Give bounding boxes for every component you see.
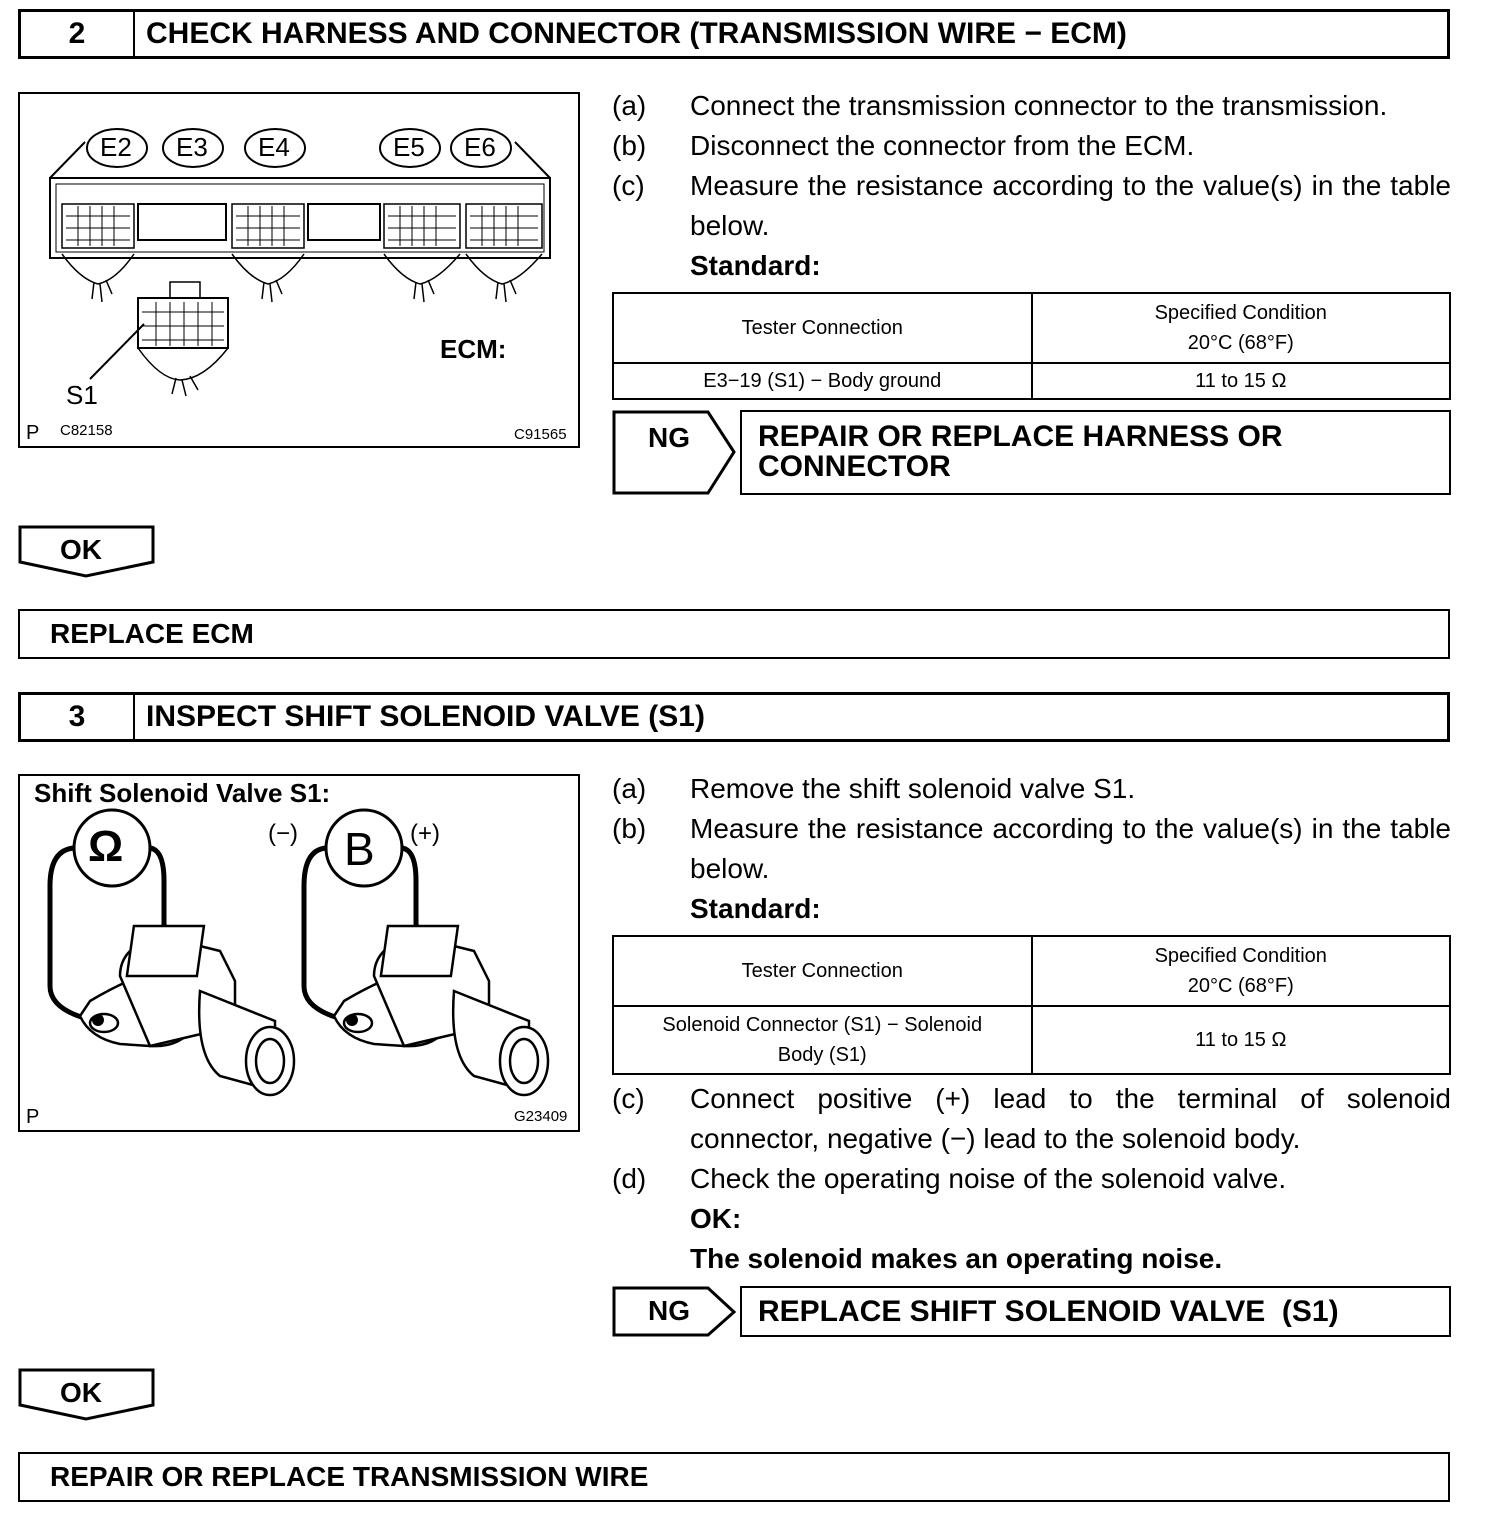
step3-ng-label: NG [648, 1295, 690, 1326]
step3-ok-result: REPAIR OR REPLACE TRANSMISSION WIRE [18, 1452, 1450, 1502]
step2-ng-result: REPAIR OR REPLACE HARNESS OR CONNECTOR [740, 410, 1451, 495]
connector-label-e4: E4 [258, 132, 290, 162]
step2-number: 2 [21, 12, 135, 56]
standard-label: Standard: [690, 893, 821, 924]
step3-spec-table [612, 935, 1451, 1075]
minus-lead-label: (−) [268, 820, 298, 847]
step3-ok-label: OK [60, 1377, 102, 1408]
step3-title: INSPECT SHIFT SOLENOID VALVE (S1) [146, 700, 705, 733]
connector-label-e6: E6 [464, 132, 496, 162]
figure-corner-p: P [26, 422, 40, 444]
instruction-item [612, 166, 1451, 246]
instruction-label: (b) [612, 130, 647, 161]
connector-label-e3: E3 [176, 132, 208, 162]
ecm-connector-figure [18, 92, 580, 448]
instruction-label: (b) [612, 813, 647, 844]
table-cell-connection [613, 1006, 1032, 1074]
step3-instructions-top [612, 769, 1451, 929]
table-cell-value: 11 to 15 Ω [1032, 1006, 1451, 1074]
step2-title: CHECK HARNESS AND CONNECTOR (TRANSMISSION WIRE − ECM) [146, 17, 1127, 50]
battery-icon: B [344, 823, 375, 875]
step2-ok-label: OK [60, 534, 102, 565]
instruction-text: Check the operating noise of the solenoid valve. [690, 1163, 1287, 1194]
instruction-label: (c) [612, 170, 645, 201]
instruction-text: Disconnect the connector from the ECM. [690, 130, 1195, 161]
table-cell-value: 11 to 15 Ω [1032, 363, 1451, 399]
connection-line2: Body (S1) [777, 1044, 867, 1066]
instruction-label: (a) [612, 773, 647, 804]
table-header-condition [1032, 293, 1451, 363]
solenoid-figure-title: Shift Solenoid Valve S1: [34, 778, 331, 808]
table-header-tester: Tester Connection [613, 293, 1032, 363]
step2-spec-table [612, 292, 1451, 400]
ecm-label: ECM: [440, 334, 507, 364]
instruction-text: Measure the resistance according to the value(s) in the table below. [690, 170, 1451, 241]
instruction-item [612, 1079, 1451, 1159]
instruction-item [612, 809, 1451, 889]
step3-ng-result: REPLACE SHIFT SOLENOID VALVE (S1) [740, 1286, 1451, 1337]
condition-header-line1: Specified Condition [1154, 302, 1327, 324]
plus-lead-label: (+) [410, 820, 440, 847]
table-header-tester: Tester Connection [613, 936, 1032, 1006]
ok-spec-label: OK: [690, 1203, 742, 1234]
instruction-item [612, 1159, 1451, 1199]
instruction-item [612, 86, 1451, 126]
solenoid-figure [18, 774, 580, 1132]
figure-code-left: C82158 [60, 422, 113, 439]
ohm-meter-icon: Ω [88, 822, 124, 871]
instruction-item [612, 769, 1451, 809]
figure-code: G23409 [514, 1108, 568, 1125]
connector-label-e5: E5 [393, 132, 425, 162]
step3-header [18, 692, 1450, 742]
table-header-condition [1032, 936, 1451, 1006]
connector-label-e2: E2 [100, 132, 132, 162]
s1-label: S1 [66, 380, 98, 410]
figure-corner-p: P [26, 1106, 40, 1128]
step2-instructions [612, 86, 1451, 286]
condition-header-line1: Specified Condition [1154, 945, 1327, 967]
table-cell-connection: E3−19 (S1) − Body ground [613, 363, 1032, 399]
instruction-text: Connect positive (+) lead to the terminal of solenoid connector, negative (−) lead to the solenoid body. [690, 1083, 1451, 1154]
instruction-text: Remove the shift solenoid valve S1. [690, 773, 1136, 804]
figure-code-right: C91565 [514, 426, 567, 443]
step2-header [18, 9, 1450, 59]
instruction-label: (a) [612, 90, 647, 121]
ok-spec-text: The solenoid makes an operating noise. [690, 1243, 1223, 1274]
connection-line1: Solenoid Connector (S1) − Solenoid [662, 1014, 983, 1036]
condition-header-line2: 20°C (68°F) [1187, 332, 1294, 354]
step2-ok-result: REPLACE ECM [18, 609, 1450, 659]
instruction-item [612, 126, 1451, 166]
instruction-text: Measure the resistance according to the value(s) in the table below. [690, 813, 1451, 884]
instruction-label: (d) [612, 1163, 647, 1194]
instruction-label: (c) [612, 1083, 645, 1114]
standard-label: Standard: [690, 250, 821, 281]
step3-number: 3 [21, 695, 135, 739]
condition-header-line2: 20°C (68°F) [1187, 975, 1294, 997]
step3-instructions-bottom [612, 1079, 1451, 1279]
instruction-text: Connect the transmission connector to the transmission. [690, 90, 1388, 121]
step2-ng-label: NG [648, 422, 690, 453]
